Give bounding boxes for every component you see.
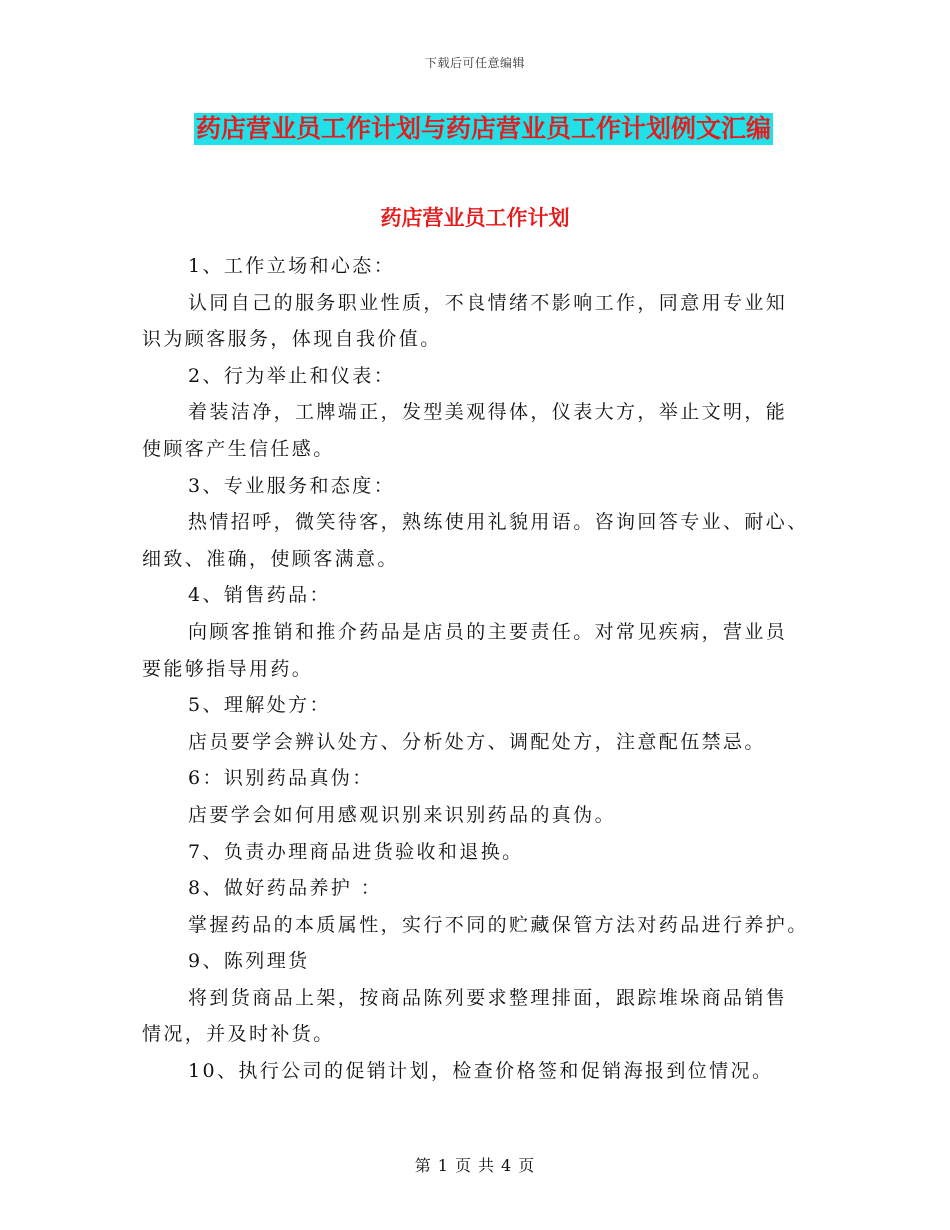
item-heading-1: 1、工作立场和心态： xyxy=(188,255,396,277)
paragraph-line: 将到货商品上架，按商品陈列要求整理排面，跟踪堆垛商品销售 xyxy=(188,986,788,1009)
paragraph-line: 识为顾客服务，体现自我价值。 xyxy=(142,328,442,351)
footer-suffix: 页 xyxy=(518,1156,536,1175)
item-heading-9: 9、陈列理货 xyxy=(188,950,310,973)
item-heading-3: 3、专业服务和态度： xyxy=(188,474,396,497)
item-heading-5: 5、理解处方： xyxy=(188,694,331,717)
paragraph-line: 要能够指导用药。 xyxy=(142,657,314,680)
footer-total-prefix: 共 xyxy=(478,1156,496,1175)
header-note: 下载后可任意编辑 xyxy=(424,56,525,70)
paragraph-line: 热情招呼，微笑待客，熟练使用礼貌用语。咨询回答专业、耐心、 xyxy=(188,511,809,534)
paragraph-line: 掌握药品的本质属性，实行不同的贮藏保管方法对药品进行养护。 xyxy=(188,913,809,936)
paragraph-line: 情况，并及时补货。 xyxy=(142,1023,335,1046)
footer-prefix: 第 xyxy=(414,1156,432,1175)
main-title: 药店营业员工作计划与药店营业员工作计划例文汇编 xyxy=(196,114,772,143)
item-heading-10: 10、执行公司的促销计划，检查价格签和促销海报到位情况。 xyxy=(188,1060,774,1083)
item-heading-7: 7、负责办理商品进货验收和退换。 xyxy=(188,840,524,863)
current-page-number: 1 xyxy=(437,1156,449,1175)
body-text xyxy=(142,248,822,1090)
paragraph-line: 细致、准确，使顾客满意。 xyxy=(142,547,399,570)
paragraph-line: 向顾客推销和推介药品是店员的主要责任。对常见疾病，营业员 xyxy=(188,620,788,643)
item-heading-6: 6：识别药品真伪： xyxy=(188,767,374,790)
paragraph-line: 使顾客产生信任感。 xyxy=(142,437,335,460)
page-footer xyxy=(0,1153,950,1176)
footer-page-word: 页 xyxy=(454,1156,472,1175)
paragraph-line: 认同自己的服务职业性质，不良情绪不影响工作，同意用专业知 xyxy=(188,291,788,314)
item-heading-8: 8、做好药品养护 ： xyxy=(188,877,383,900)
section-title: 药店营业员工作计划 xyxy=(380,206,570,230)
paragraph-line: 着装洁净，工牌端正，发型美观得体，仪表大方，举止文明，能 xyxy=(188,401,788,424)
item-heading-4: 4、销售药品： xyxy=(188,584,331,607)
paragraph-line: 店员要学会辨认处方、分析处方、调配处方，注意配伍禁忌。 xyxy=(188,730,766,753)
item-heading-2: 2、行为举止和仪表： xyxy=(188,364,396,387)
paragraph-line: 店要学会如何用感观识别来识别药品的真伪。 xyxy=(188,803,617,826)
total-page-number: 4 xyxy=(501,1156,513,1175)
